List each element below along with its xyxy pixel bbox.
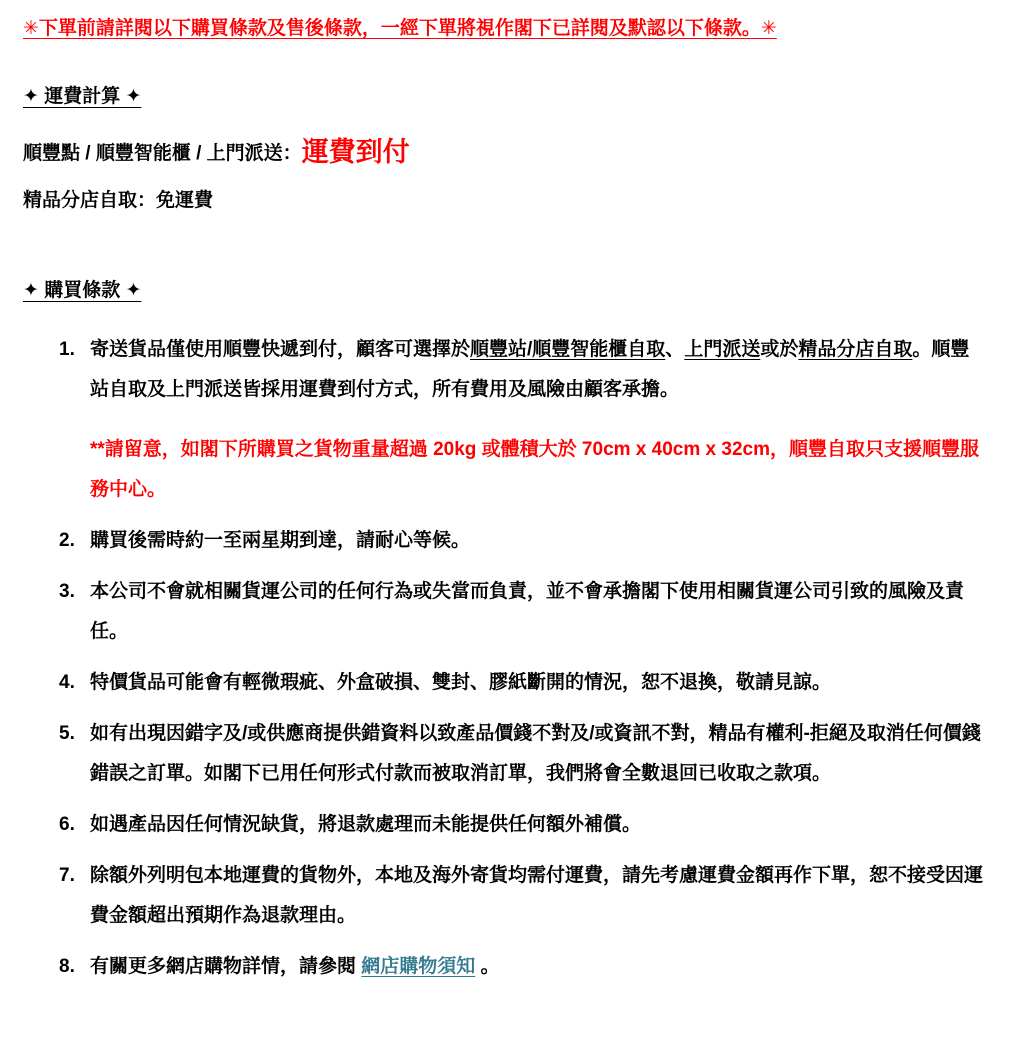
text-segment: 本公司不會就相關貨運公司的任何行為或失當而負責，並不會承擔閣下使用相關貨運公司引致的風險及責任。 <box>90 581 965 642</box>
term-item <box>23 805 986 845</box>
text-segment: 、 <box>665 339 685 360</box>
term-item <box>23 663 986 703</box>
term-item-text <box>90 663 986 703</box>
text-segment: 除額外列明包本地運費的貨物外，本地及海外寄貨均需付運費，請先考慮運費金額再作下單，恕不接受因運費金額超出預期作為退款理由。 <box>90 865 984 926</box>
term-item-number: 3. <box>59 581 75 602</box>
term-item <box>23 947 986 987</box>
text-segment: 。 <box>475 956 500 977</box>
term-item-text <box>90 856 986 936</box>
text-segment: 特價貨品可能會有輕微瑕疵、外盒破損、雙封、膠紙斷開的情況，恕不退換，敬請見諒。 <box>90 672 832 693</box>
term-item-number: 4. <box>59 672 75 693</box>
term-item-number: 1. <box>59 339 75 360</box>
text-segment: 精品分店自取 <box>798 339 913 360</box>
text-segment: 。順豐站自取及上門派送皆採用運費到付方式，所有費用及風險由顧客承擔。 <box>90 339 970 400</box>
store-pickup-line: 精品分店自取：免運費 <box>23 190 214 211</box>
text-segment: 有關更多網店購物詳情，請參閱 <box>90 956 362 977</box>
term-item-text <box>90 521 986 561</box>
term-item-text <box>90 714 986 794</box>
store-shopping-guide-link[interactable]: 網店購物須知 <box>361 956 476 977</box>
text-segment: 寄送貨品僅使用順豐快遞到付，顧客可選擇於 <box>90 339 471 360</box>
text-segment: 順豐站/順豐智能櫃自取 <box>470 339 666 360</box>
term-item <box>23 572 986 652</box>
term-item-text <box>90 572 986 652</box>
shipping-methods-label: 順豐點 / 順豐智能櫃 / 上門派送： <box>23 143 302 164</box>
term-item-number: 5. <box>59 723 75 744</box>
pre-order-notice: ✳下單前請詳閱以下購買條款及售後條款，一經下單將視作閣下已詳閱及默認以下條款。✳ <box>23 18 777 39</box>
term-item-text <box>90 947 986 987</box>
term-item-number: 2. <box>59 530 75 551</box>
term-item-number: 7. <box>59 865 75 886</box>
text-segment: 如有出現因錯字及/或供應商提供錯資料以致產品價錢不對及/或資訊不對，精品有權利-拒絕及取消任何價錢錯誤之訂單。如閣下已用任何形式付款而被取消訂單，我們將會全數退回已收取之款項。 <box>90 723 981 784</box>
term-item <box>23 714 986 794</box>
term-item <box>23 856 986 936</box>
term-item <box>23 521 986 561</box>
shipping-calc-heading: ✦ 運費計算 ✦ <box>23 86 142 107</box>
term-item <box>23 330 986 510</box>
term-item-text <box>90 805 986 845</box>
terms-list <box>23 330 986 987</box>
term-item-number: 8. <box>59 956 75 977</box>
purchase-terms-heading: ✦ 購買條款 ✦ <box>23 280 142 301</box>
text-segment: 或於 <box>760 339 799 360</box>
text-segment: 如遇產品因任何情況缺貨，將退款處理而未能提供任何額外補償。 <box>90 814 642 835</box>
pay-on-delivery-value: 運費到付 <box>301 137 410 167</box>
text-segment: 購買後需時約一至兩星期到達，請耐心等候。 <box>90 530 471 551</box>
term-item-number: 6. <box>59 814 75 835</box>
shipping-methods-line <box>23 134 986 172</box>
term-item-text <box>90 330 986 410</box>
text-segment: **請留意，如閣下所購買之貨物重量超過 20kg 或體積大於 70cm x 40cm x 32cm，順豐自取只支援順豐服務中心。 <box>90 439 979 500</box>
weight-size-warning <box>90 430 986 510</box>
text-segment: 上門派送 <box>684 339 761 360</box>
